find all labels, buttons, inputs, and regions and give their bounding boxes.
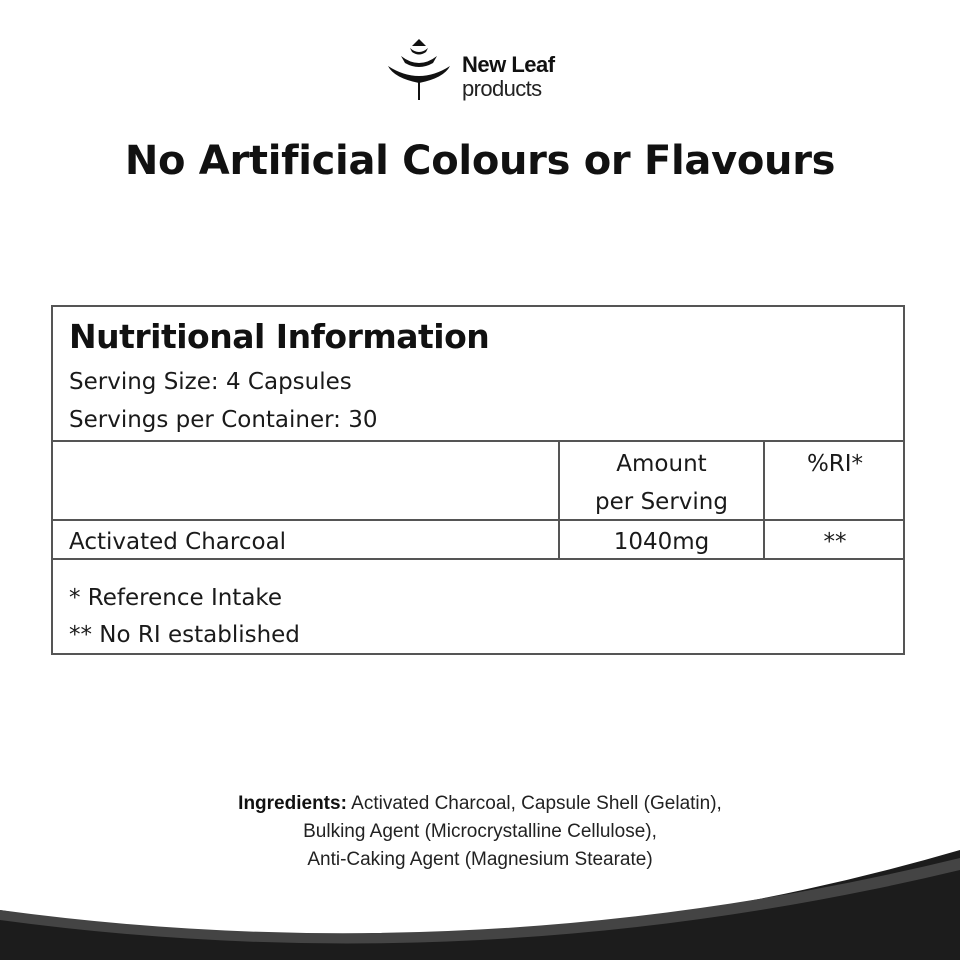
divider [53,440,903,442]
divider [53,519,903,521]
nutrition-panel [51,305,905,655]
amount-header-line2: per Serving [595,489,728,515]
nutrient-amount: 1040mg [613,529,710,555]
ingredients-line-1 [130,790,830,818]
ingredients-text-1: Activated Charcoal, Capsule Shell (Gelatin), [351,793,722,814]
nutrition-title: Nutritional Information [69,317,490,356]
nutrient-ri: ** [823,529,847,555]
divider [53,558,903,560]
footnote-no-ri: ** No RI established [69,622,300,648]
ri-header: %RI* [806,451,864,477]
nutrient-name: Activated Charcoal [69,529,287,555]
layered-leaf-tree-icon [386,36,452,102]
amount-header-line1: Amount [616,451,707,477]
serving-size: Serving Size: 4 Capsules [69,369,352,395]
brand-subtitle: products [462,76,542,101]
ingredients-line-2: Bulking Agent (Microcrystalline Cellulose), [303,821,657,842]
brand-logo [386,36,586,106]
footnote-reference-intake: * Reference Intake [69,585,283,611]
brand-name: New Leaf [462,52,555,77]
page-headline: No Artificial Colours or Flavours [124,138,836,184]
ingredients-line-3: Anti-Caking Agent (Magnesium Stearate) [307,849,653,870]
servings-per-container: Servings per Container: 30 [69,407,378,433]
bottom-swoosh [0,850,960,960]
ingredients-label: Ingredients: [238,793,347,814]
